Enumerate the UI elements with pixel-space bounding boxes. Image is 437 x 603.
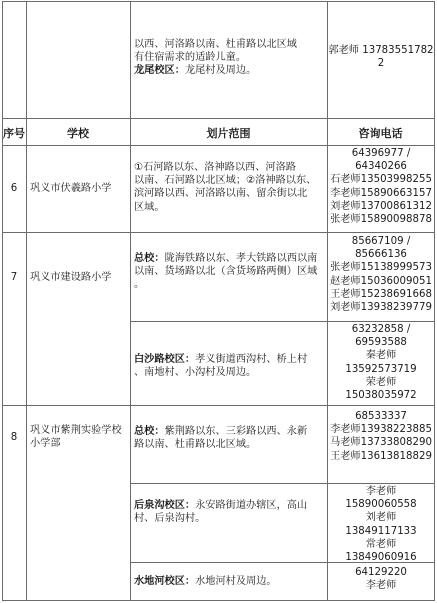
scope-text — [134, 353, 326, 379]
top-phone — [328, 44, 434, 70]
scope-text — [134, 575, 326, 588]
phone-line: 刘老师13700861312 — [330, 200, 432, 212]
school-name — [30, 424, 130, 450]
school-name: 巩义市建设路小学 — [30, 272, 112, 283]
school-line: 巩义市紫荆实验学校 — [30, 425, 122, 436]
phone-line: 常老师 — [365, 538, 397, 550]
scope-line: ①石河路以东、洛神路以西、河洛路 — [134, 162, 296, 173]
header-phone: 咨询电话 — [358, 127, 403, 140]
phone-line: 2 — [377, 58, 385, 70]
phone-line: 郭老师 13783551782 — [328, 45, 434, 56]
rule — [2, 600, 435, 601]
scope-line: 以南、货场路以北（含货场路两侧）区域 — [134, 266, 318, 278]
phone-line: 刘老师13938239779 — [330, 302, 432, 314]
phone-line: 69593588 — [355, 337, 407, 349]
scope-line: 紫荆路以东、三彩路以西、永新 — [164, 426, 308, 437]
scope-line: 孝义街道西沟村、桥上村 — [195, 354, 308, 365]
phone-line: 85667109 / — [351, 236, 411, 247]
rule — [2, 145, 435, 146]
phone-line: 王老师15238691668 — [330, 288, 432, 300]
rule — [26, 1, 27, 601]
scope-line: 滨河路以西、河洛路以南、留余街以北 — [134, 188, 308, 200]
phone-line: 64340266 — [355, 161, 407, 173]
scope-line: 陇海铁路以东、孝大铁路以西以南 — [164, 253, 318, 264]
header-seq: 序号 — [3, 127, 25, 140]
scope-line: 有住宿需求的适龄儿童。 — [134, 52, 247, 64]
phone-list — [328, 235, 434, 314]
phone-line: 张老师15138999573 — [330, 262, 432, 274]
phone-line: 刘老师 — [365, 512, 397, 524]
phone-line: 李老师15890663157 — [330, 187, 432, 199]
rule — [130, 321, 435, 322]
scope-line: 以南、石河路以北区域；②洛神路以东、 — [134, 175, 317, 187]
phone-line: 赵老师15036009051 — [330, 275, 432, 287]
school-line: 小学部 — [30, 438, 61, 450]
rule — [2, 232, 435, 233]
rule — [130, 1, 131, 601]
phone-list — [328, 566, 434, 592]
rule — [2, 1, 435, 2]
row-number: 8 — [10, 432, 18, 443]
phone-line: 15038035972 — [345, 390, 417, 402]
scope-text — [134, 425, 326, 451]
header-scope: 划片范围 — [206, 127, 251, 140]
campus-text: 龙尾村及周边。 — [184, 65, 257, 77]
phone-list — [328, 485, 434, 564]
rule — [2, 1, 3, 601]
scope-text — [134, 252, 326, 292]
header-school: 学校 — [67, 127, 89, 140]
phone-line: 张老师15890098878 — [330, 214, 432, 226]
scope-text — [134, 161, 326, 214]
scope-line: 以西、河洛路以南、杜甫路以北区域 — [134, 39, 297, 50]
phone-line: 李老师13938223885 — [330, 424, 432, 436]
rule — [2, 118, 435, 119]
scope-line: 永安路街道办辖区，高山 — [195, 500, 308, 511]
phone-line: 13849060916 — [345, 552, 417, 564]
phone-line: 李老师 — [365, 486, 397, 497]
scope-line: 。 — [134, 279, 145, 291]
scope-line: 、南地村、小沟村及周边。 — [134, 367, 257, 379]
phone-line: 64129220 — [355, 567, 407, 578]
rule — [2, 405, 435, 406]
phone-line: 秦老师 — [365, 350, 397, 362]
phone-line: 李老师 — [365, 580, 397, 592]
phone-list — [328, 323, 434, 402]
phone-line: 63232858 / — [351, 324, 411, 335]
phone-list — [328, 410, 434, 463]
phone-line: 马老师13733808290 — [330, 437, 432, 449]
phone-line: 68533337 — [355, 411, 407, 422]
school-name: 巩义市伏羲路小学 — [30, 183, 112, 194]
scope-line: 水地河村及周边。 — [195, 576, 277, 587]
phone-list — [328, 147, 434, 226]
phone-line: 85666136 — [355, 249, 407, 261]
scope-line: 区域。 — [134, 201, 165, 213]
phone-line: 15890060558 — [345, 499, 417, 511]
campus-label: 总校： — [134, 426, 165, 437]
rule — [130, 483, 435, 484]
campus-label: 龙尾校区： — [134, 65, 185, 77]
campus-label: 白沙路校区： — [134, 354, 196, 365]
top-scope — [134, 38, 326, 78]
phone-line: 石老师13503998255 — [330, 174, 432, 186]
phone-line: 64396977 / — [351, 148, 411, 159]
campus-label: 后泉沟校区： — [134, 500, 196, 511]
scope-text — [134, 499, 326, 525]
campus-label: 水地河校区： — [134, 576, 196, 587]
row-number: 7 — [10, 272, 18, 283]
scope-line: 路以南、杜甫路以北区域。 — [134, 439, 257, 451]
phone-line: 13592573719 — [345, 363, 417, 375]
phone-line: 荣老师 — [365, 376, 397, 388]
campus-label: 总校： — [134, 253, 165, 264]
phone-line: 13849117133 — [345, 525, 417, 537]
rule — [434, 1, 435, 601]
row-number: 6 — [10, 183, 18, 194]
phone-line: 王老师13613818829 — [330, 450, 432, 462]
scope-line: 村、后泉沟村。 — [134, 513, 206, 525]
